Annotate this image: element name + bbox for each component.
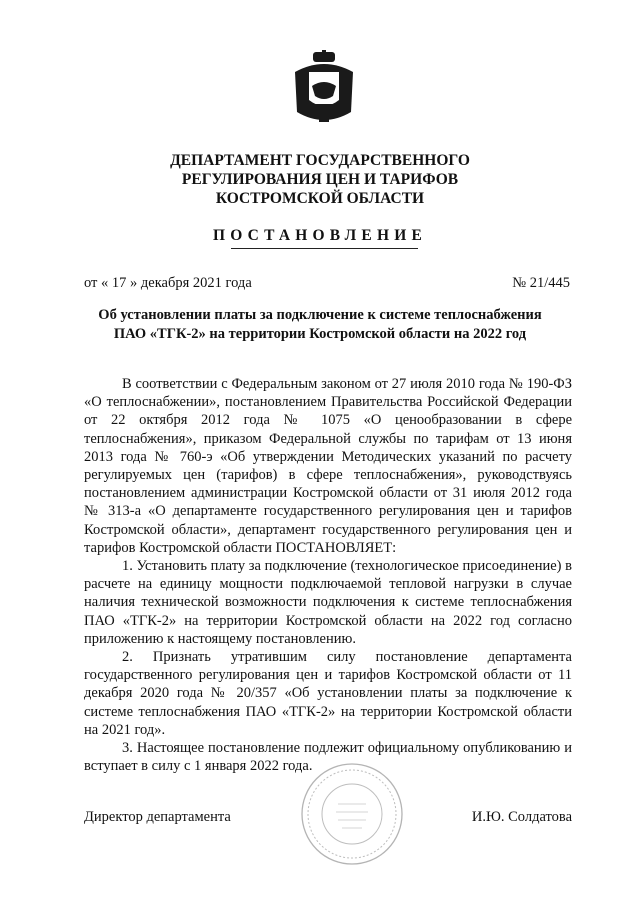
subject-line-1: Об установлении платы за подключение к системе теплоснабжения xyxy=(98,307,542,323)
subject-line-2: ПАО «ТГК-2» на территории Костромской области на 2022 год xyxy=(113,326,527,342)
document-date: от « 17 » декабря 2021 года xyxy=(84,275,252,291)
document-body xyxy=(84,375,572,775)
decision-item-3: 3. Настоящее постановление подлежит официальному опубликованию и вступает в силу с 1 января 2022 года. xyxy=(84,740,572,775)
department-line-2: РЕГУЛИРОВАНИЯ ЦЕН И ТАРИФОВ xyxy=(181,171,459,188)
document-subject xyxy=(60,306,580,344)
document-number: № 21/445 xyxy=(512,275,570,291)
signatory-title: Директор департамента xyxy=(84,809,231,825)
official-seal-icon xyxy=(298,760,406,868)
department-line-1: ДЕПАРТАМЕНТ ГОСУДАРСТВЕННОГО xyxy=(170,152,470,169)
document-type: ПОСТАНОВЛЕНИЕ xyxy=(212,227,428,244)
department-name xyxy=(0,151,640,208)
decision-item-2: 2. Признать утратившим силу постановление департамента государственного регулирования цен и тарифов Костромской области от 11 декабря 2020 года № 20/357 «Об установлении платы за подключение к системе теплоснабжения ПАО «ТГК-2» на территории Костромской области на 2021 год». xyxy=(84,649,572,738)
preamble-paragraph: В соответствии с Федеральным законом от 27 июля 2010 года № 190-ФЗ «О теплоснабжении», постановлением Правительства Российской Федерации от 22 октября 2012 года № 1075 «О ценообразовании в сфере теплоснабжения», приказом Федеральной службы по тарифам от 13 июня 2013 года № 760-э «Об утверждении Методических указаний по расчету регулируемых цен (тарифов) в сфере теплоснабжения», руководствуясь постановлением администрации Костромской области от 31 июля 2012 года № 313-а «О департаменте государственного регулирования цен и тарифов Костромской области», департамент государственного регулирования цен и тарифов Костромской области ПОСТАНОВЛЯЕТ: xyxy=(84,376,572,556)
decision-item-1: 1. Установить плату за подключение (технологическое присоединение) в расчете на единицу мощности подключаемой тепловой нагрузки в случае наличия технической возможности подключения к системе теплоснабжения ПАО «ТГК-2» на территории Костромской области на 2022 год согласно приложению к настоящему постановлению. xyxy=(84,558,572,647)
title-underline xyxy=(231,248,418,249)
department-line-3: КОСТРОМСКОЙ ОБЛАСТИ xyxy=(215,190,425,207)
coat-of-arms-icon xyxy=(291,50,357,130)
signatory-name: И.Ю. Солдатова xyxy=(471,809,572,825)
